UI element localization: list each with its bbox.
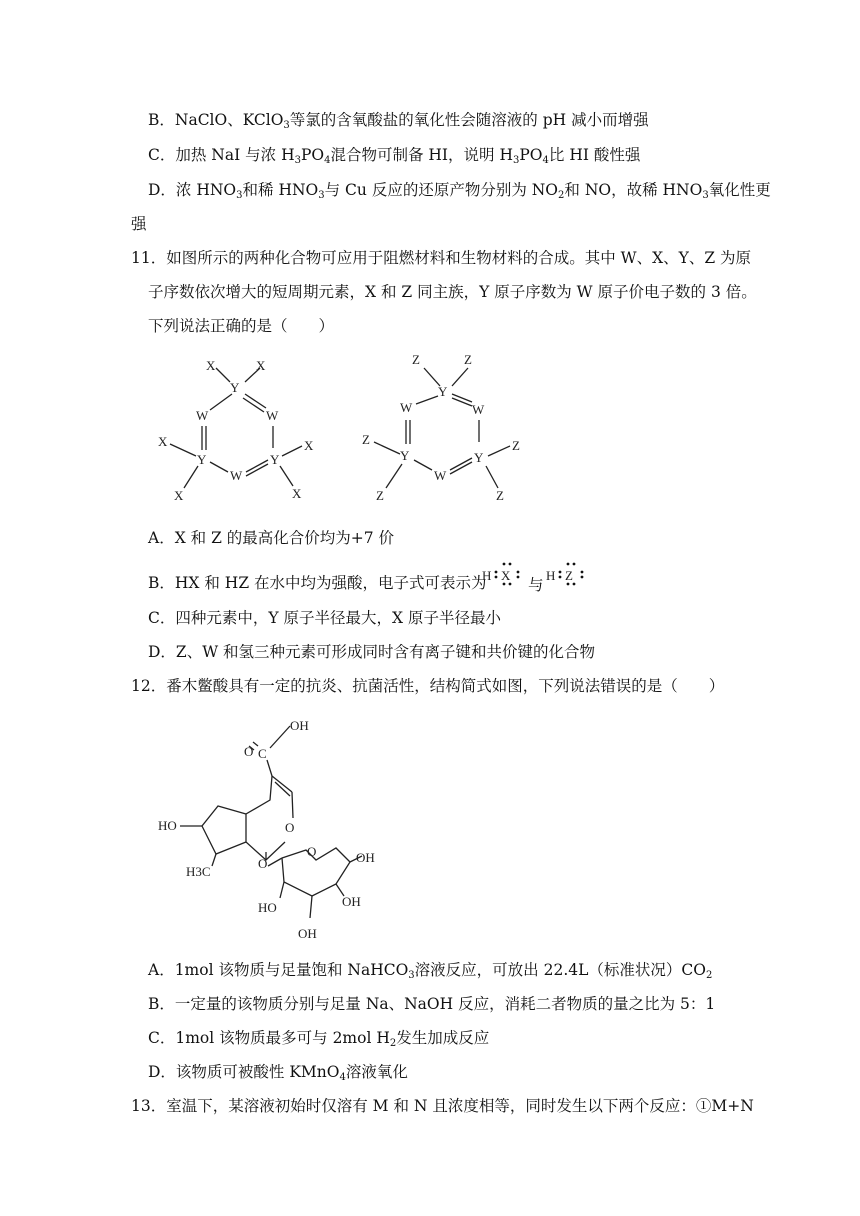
atom-w: W (434, 468, 447, 483)
svg-text:OH: OH (342, 894, 361, 909)
svg-text:OH: OH (290, 718, 309, 733)
atom-w: W (266, 408, 279, 423)
q11-stem-3: 下列说法正确的是（ ） (148, 317, 335, 335)
atom-z: Z (512, 438, 520, 453)
atom-x: X (174, 488, 184, 503)
svg-text:C: C (258, 746, 267, 761)
atom-y: Y (197, 452, 207, 467)
electron-dot-hz (544, 560, 592, 588)
q11-option-c: C．四种元素中，Y 原子半径最大，X 原子半径最小 (148, 609, 501, 627)
svg-text:O: O (258, 856, 268, 871)
q10-option-d: D．浓 $HNO_3$和稀 $HNO_3$与 Cu 反应的还原产物分别为 $NO_2$和 NO，故稀 $HNO_3$氧化性更 (148, 181, 771, 201)
svg-text:H3C: H3C (186, 864, 211, 879)
atom-y: Y (400, 448, 410, 463)
atom-y: Y (474, 450, 484, 465)
q12-stem: 12．番木鳖酸具有一定的抗炎、抗菌活性，结构简式如图，下列说法错误的是（ ） (131, 677, 725, 695)
q12-option-a: A．1mol 该物质与足量饱和 NaHCO$_3$溶液反应，可放出 22.4L（标准状况）$CO_2$ (148, 961, 713, 981)
atom-w: W (196, 408, 209, 423)
atom-x: X (256, 358, 266, 373)
svg-text:HO: HO (258, 900, 277, 915)
q11-option-d: D．Z、W 和氢三种元素可形成同时含有离子键和共价键的化合物 (148, 643, 596, 661)
q10-option-d-cont: 强 (131, 215, 147, 233)
atom-y: Y (438, 384, 448, 399)
q11-structure-right (360, 350, 540, 510)
svg-text:OH: OH (356, 850, 375, 865)
svg-text:H: H (546, 568, 556, 583)
q11-option-b: B．HX 和 HZ 在水中均为强酸，电子式可表示为 (148, 574, 487, 592)
svg-text:OH: OH (298, 926, 317, 941)
q10-option-c: C．加热 NaI 与浓 $H_3PO_4$混合物可制备 HI，说明 $H_3PO_4$比 HI 酸性强 (148, 146, 641, 166)
q10-option-b: B．NaClO、KClO$_3$等氯的含氧酸盐的氧化性会随溶液的 pH 减小而增强 (148, 111, 649, 131)
q11-option-a: A．X 和 Z 的最高化合价均为+7 价 (148, 529, 395, 547)
atom-z: Z (496, 488, 504, 503)
q11-stem-2: 子序数依次增大的短周期元素，X 和 Z 同主族，Y 原子序数为 W 原子价电子数的 3 倍。 (148, 283, 757, 301)
atom-w: W (230, 468, 243, 483)
svg-text:Z: Z (565, 568, 573, 583)
svg-text:X: X (501, 568, 511, 583)
atom-z: Z (412, 352, 420, 367)
q12-structure (150, 710, 400, 945)
svg-text:HO: HO (158, 818, 177, 833)
atom-x: X (304, 438, 314, 453)
q11-option-b-conj: 与 (528, 576, 544, 594)
q13-stem: 13．室温下，某溶液初始时仅溶有 M 和 N 且浓度相等，同时发生以下两个反应：①M+N (131, 1097, 754, 1115)
q12-option-b: B．一定量的该物质分别与足量 Na、NaOH 反应，消耗二者物质的量之比为 5：1 (148, 995, 716, 1013)
atom-z: Z (376, 488, 384, 503)
q11-structure-left (150, 350, 330, 510)
atom-x: X (158, 434, 168, 449)
atom-w: W (400, 400, 413, 415)
svg-text:O: O (307, 844, 317, 859)
svg-text:H: H (482, 568, 492, 583)
atom-z: Z (464, 352, 472, 367)
electron-dot-hx (480, 560, 528, 588)
atom-y: Y (270, 452, 280, 467)
atom-w: W (472, 402, 485, 417)
atom-z: Z (362, 432, 370, 447)
atom-x: X (206, 358, 216, 373)
q12-option-c: C．1mol 该物质最多可与 2mol $H_2$发生加成反应 (148, 1029, 490, 1049)
atom-y: Y (230, 380, 240, 395)
svg-text:O: O (244, 744, 254, 759)
q11-stem-1: 11．如图所示的两种化合物可应用于阻燃材料和生物材料的合成。其中 W、X、Y、Z 为原 (131, 249, 752, 267)
atom-x: X (292, 486, 302, 501)
svg-text:O: O (285, 820, 295, 835)
q12-option-d: D．该物质可被酸性 KMnO$_4$溶液氧化 (148, 1063, 408, 1083)
